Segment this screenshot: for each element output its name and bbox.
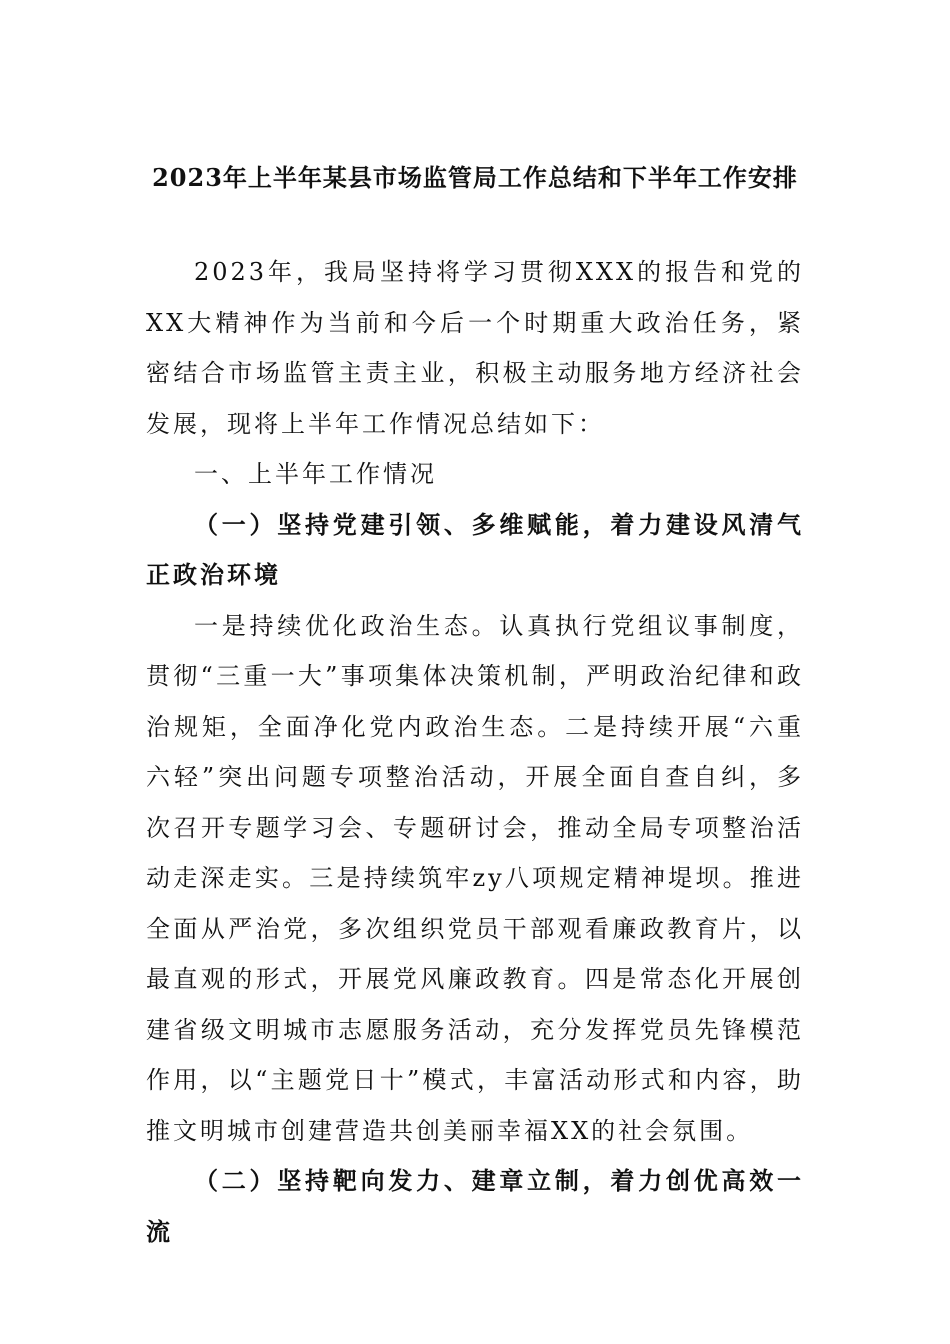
section-heading-1: 一、上半年工作情况 [194,460,437,488]
subsection-heading-2: （二）坚持靶向发力、建章立制，着力创优高效一流 [146,1166,804,1246]
document-title: 2023年上半年某县市场监管局工作总结和下半年工作安排 [152,163,798,192]
subsection-heading-1: （一）坚持党建引领、多维赋能，着力建设风清气正政治环境 [146,509,804,589]
document-body [146,247,804,1257]
subsection-1-body: 一是持续优化政治生态。认真执行党组议事制度，贯彻“三重一大”事项集体决策机制，严明政治纪律和政治规矩，全面净化党内政治生态。二是持续开展“六重六轻”突出问题专项整治活动，开展全面自查自纠，多次召开专题学习会、专题研讨会，推动全局专项整治活动走深走实。三是持续筑牢zy八项规定精神堤坝。推进全面从严治党，多次组织党员干部观看廉政教育片，以最直观的形式，开展党风廉政教育。四是常态化开展创建省级文明城市志愿服务活动，充分发挥党员先锋模范作用，以“主题党日十”模式，丰富活动形式和内容，助推文明城市创建营造共创美丽幸福XX的社会氛围。 [146,611,804,1145]
intro-paragraph: 2023年，我局坚持将学习贯彻XXX的报告和党的XX大精神作为当前和今后一个时期重大政治任务，紧密结合市场监管主责主业，积极主动服务地方经济社会发展，现将上半年工作情况总结如下： [146,258,804,438]
